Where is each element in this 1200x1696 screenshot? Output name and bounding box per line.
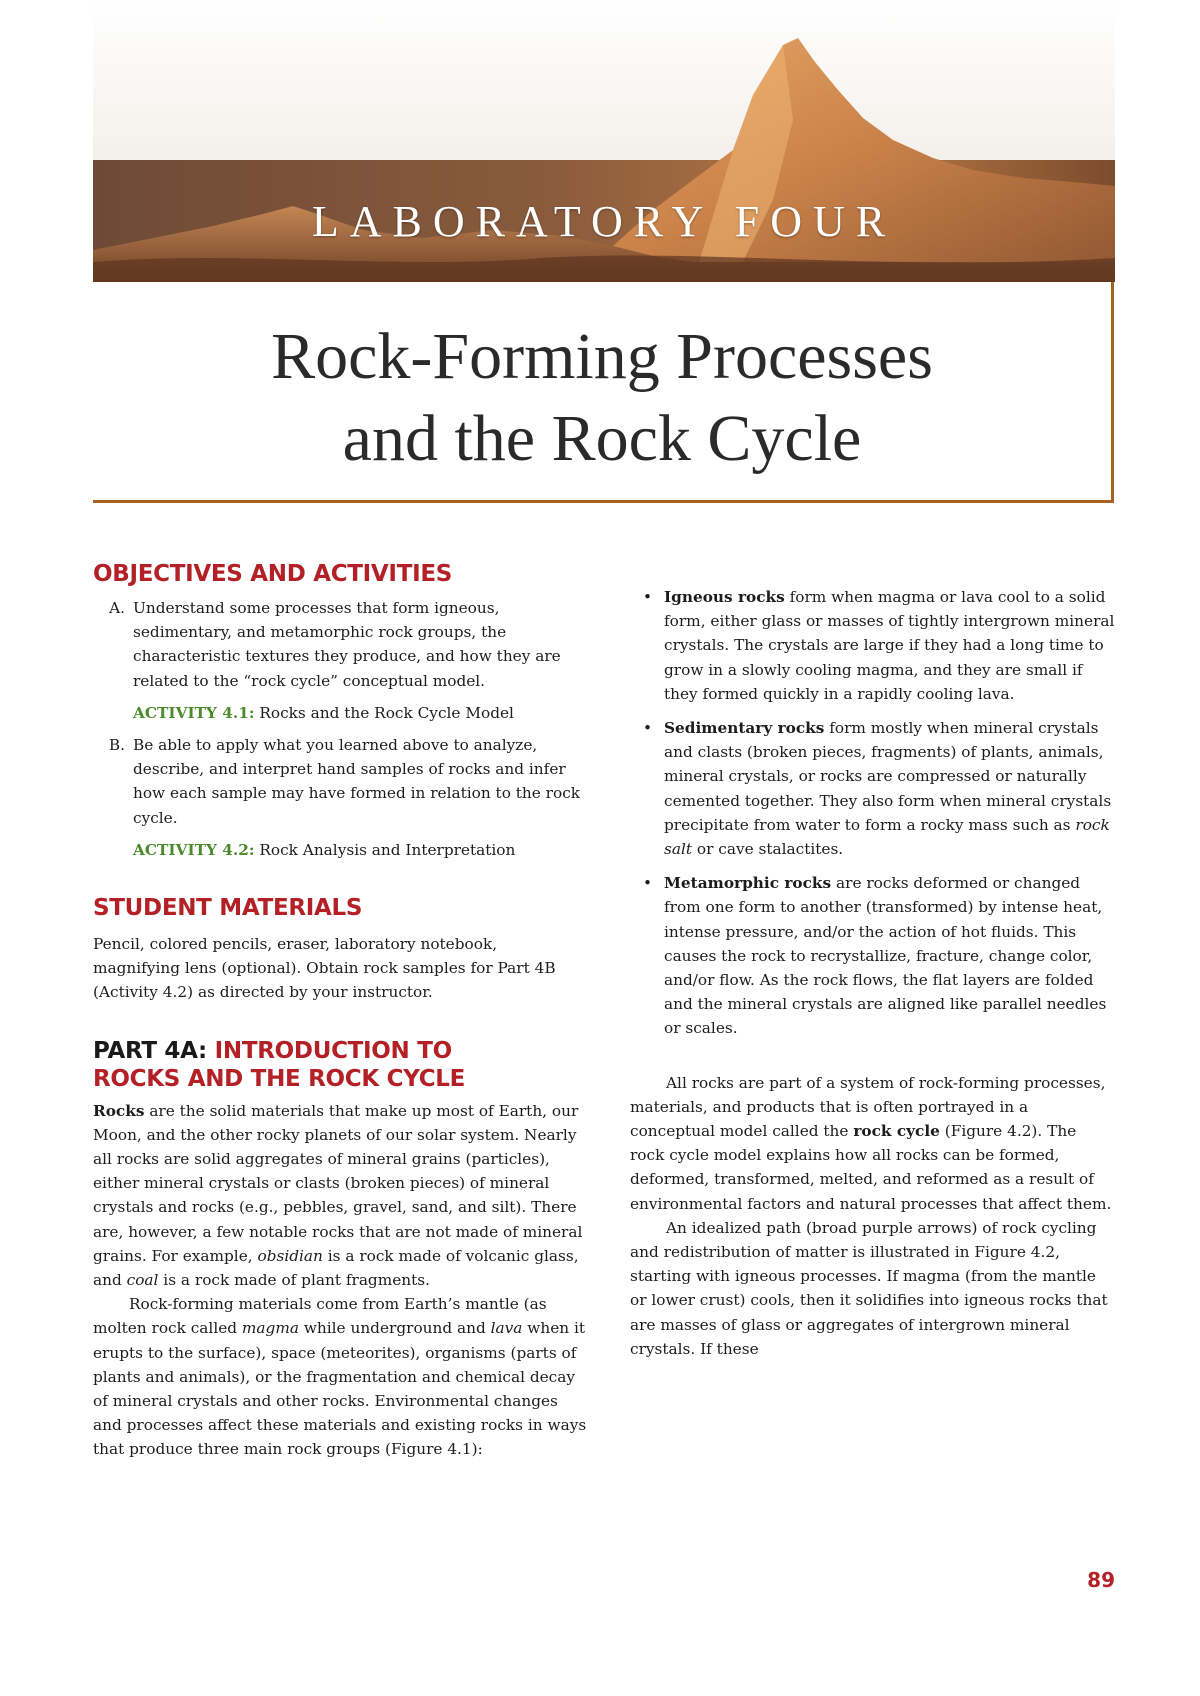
text-run: while underground and — [298, 1319, 491, 1338]
materials-heading: STUDENT MATERIALS — [93, 895, 363, 922]
text-run: form mostly when mineral crystals and clasts (broken pieces, fragments) of plants, animals, mineral crystals, or rocks are compressed or naturally cemented together. They also form when mineral crystals precipitate from water to form a rocky mass such as — [664, 719, 1112, 834]
bullet-icon: • — [643, 719, 653, 738]
text-run: or cave stalactites. — [692, 840, 844, 859]
term-coal: coal — [126, 1271, 159, 1290]
objective-item — [93, 596, 588, 725]
text-run: form when magma or lava cool to a solid form, either glass or masses of tightly intergrown mineral crystals. The crystals are large if they had a long time to grow in a slowly cooling magma, and they are small if they formed quickly in a rapidly cooling lava. — [664, 588, 1115, 703]
activity-reference — [133, 701, 588, 725]
activity-title: Rocks and the Rock Cycle Model — [254, 703, 514, 722]
part-heading-line-2: ROCKS AND THE ROCK CYCLE — [93, 1065, 466, 1092]
text-run: when it erupts to the surface), space (meteorites), organisms (parts of plants and animals), or the fragmentation and chemical decay of mineral crystals and other rocks. Environmental changes and processes affect these materials and existing rocks in ways that produce three main rock groups (Figure 4.1): — [93, 1319, 587, 1459]
objectives-heading: OBJECTIVES AND ACTIVITIES — [93, 561, 453, 587]
materials-origin-paragraph — [93, 1292, 588, 1461]
objective-letter: B. — [108, 736, 125, 755]
text-run: are rocks deformed or changed from one form to another (transformed) by intense heat, intense pressure, and/or the action of hot fluids. This causes the rock to recrystallize, fracture, change color, and/or flow. As the rock flows, the flat layers are folded and the mineral crystals are aligned like parallel needles or scales. — [664, 874, 1107, 1038]
text-run: All rocks are part of a system of rock-forming processes, materials, and products that is often portrayed in a conceptual model called the — [630, 1073, 1106, 1141]
left-column — [93, 560, 588, 1462]
page-number: 89 — [1087, 1568, 1115, 1592]
bullet-icon: • — [643, 874, 653, 893]
lab-number-label: LABORATORY FOUR — [311, 197, 897, 246]
objective-letter: A. — [109, 599, 125, 617]
page-title — [93, 316, 1111, 480]
activity-label: ACTIVITY 4.2: — [133, 840, 255, 859]
bullet-icon: • — [643, 588, 653, 606]
term-sedimentary: Sedimentary rocks — [664, 719, 825, 738]
term-rock-salt: rock salt — [664, 815, 1110, 859]
text-run: is a rock made of volcanic glass, and — [93, 1246, 579, 1290]
activity-title: Rock Analysis and Interpretation — [254, 840, 516, 859]
rock-cycling-path-paragraph: An idealized path (broad purple arrows) of rock cycling and redistribution of matter is illustrated in Figure 4.2, starting with igneous processes. If magma (from the mantle or lower crust) cools, then it solidifies into igneous rocks that are masses of glass or aggregates of intergrown mineral crystals. If these — [630, 1218, 1108, 1358]
text-run: (Figure 4.2). The rock cycle model explains how all rocks can be formed, deformed, transformed, melted, and reformed as a result of environmental factors and natural processes that affect them. — [630, 1122, 1112, 1213]
term-magma: magma — [241, 1319, 299, 1338]
text-run: is a rock made of plant fragments. — [158, 1271, 430, 1290]
activity-label: ACTIVITY 4.1: — [133, 703, 255, 722]
part-prefix: PART 4A: — [93, 1037, 215, 1064]
term-igneous: Igneous rocks — [664, 588, 785, 606]
rock-cycle-paragraph — [630, 1071, 1115, 1216]
term-metamorphic: Metamorphic rocks — [664, 874, 832, 893]
title-line-2: and the Rock Cycle — [342, 402, 862, 475]
list-item — [630, 871, 1115, 1040]
text-run: are the solid materials that make up most of Earth, our Moon, and the other rocky planets of our solar system. Nearly all rocks are solid aggregates of mineral grains (particles), either mineral crystals or clasts (broken pieces) of mineral crystals and rocks (e.g., pebbles, gravel, sand, and silt). There are, however, a few notable rocks that are not made of mineral grains. For example, — [93, 1101, 583, 1265]
term-rock-cycle: rock cycle — [853, 1122, 940, 1141]
title-line-1: Rock-Forming Processes — [271, 320, 933, 393]
activity-reference — [133, 838, 588, 862]
part-heading-line-1: INTRODUCTION TO — [214, 1037, 452, 1064]
title-box — [93, 282, 1114, 503]
text-run: Rock-forming materials come from Earth’s mantle (as molten rock called — [93, 1295, 547, 1338]
materials-text: Pencil, colored pencils, eraser, laboratory notebook, magnifying lens (optional). Obtain rock samples for Part 4B (Activity 4.2) as directed by your instructor. — [93, 935, 556, 1002]
list-item — [630, 585, 1115, 706]
list-item — [630, 716, 1115, 861]
right-column — [630, 558, 1115, 1361]
objective-text: Be able to apply what you learned above to analyze, describe, and interpret hand samples of rocks and infer how each sample may have formed in relation to the rock cycle. — [133, 736, 581, 827]
objective-text: Understand some processes that form igneous, sedimentary, and metamorphic rock groups, the characteristic textures they produce, and how they are related to the “rock cycle” conceptual model. — [133, 599, 561, 690]
term-lava: lava — [490, 1319, 523, 1338]
term-rocks: Rocks — [93, 1101, 145, 1120]
part-4a-heading — [93, 1037, 588, 1093]
rock-groups-list — [630, 585, 1115, 1041]
term-obsidian: obsidian — [257, 1246, 323, 1265]
header-banner — [93, 0, 1115, 282]
objective-item — [93, 733, 588, 862]
intro-paragraph — [93, 1099, 588, 1293]
